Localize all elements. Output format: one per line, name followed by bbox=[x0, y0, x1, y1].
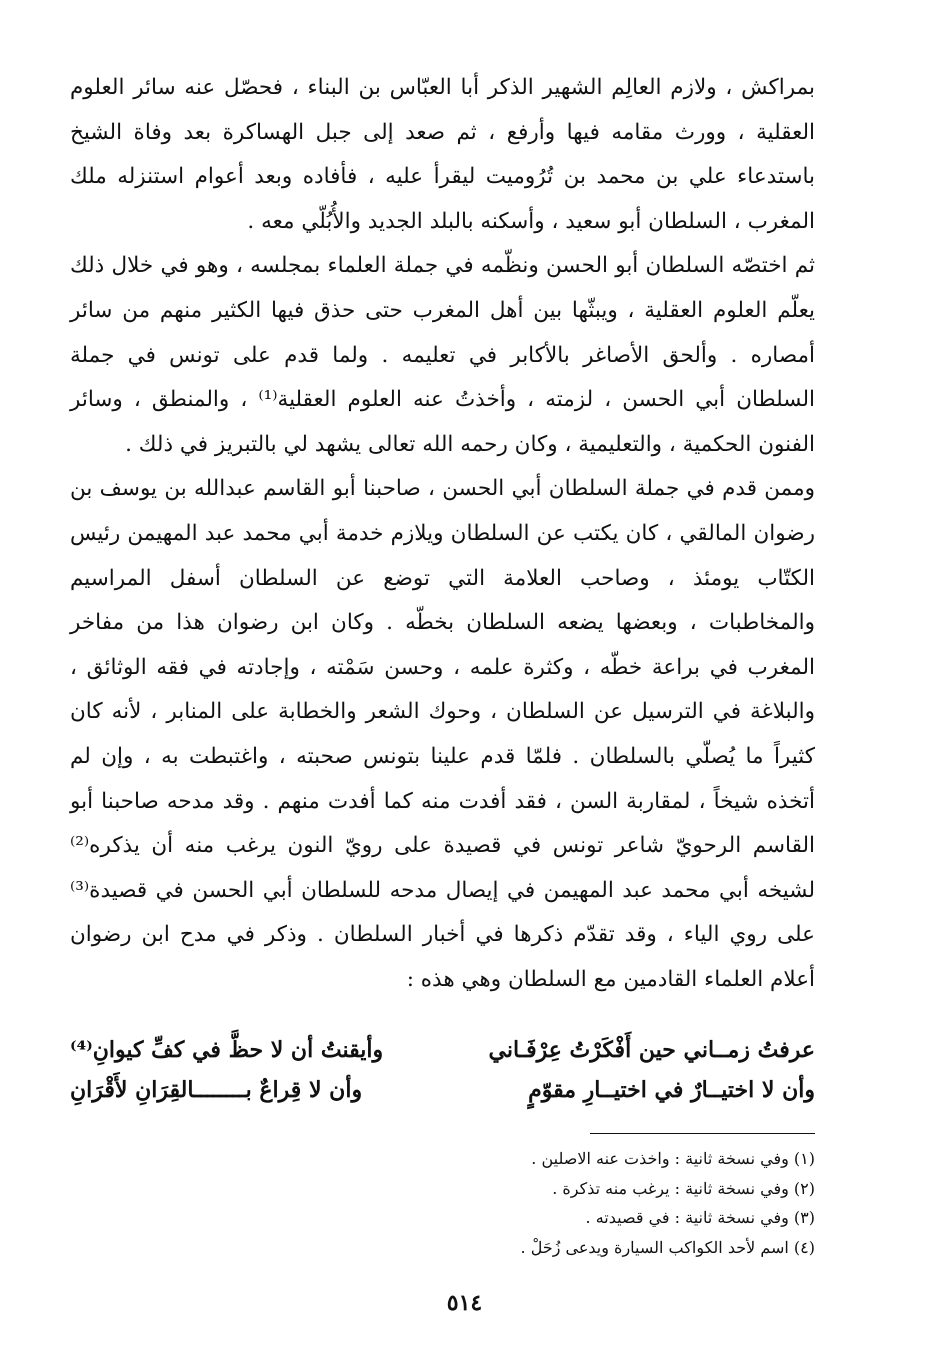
page-number: ٥١٤ bbox=[446, 1290, 483, 1316]
poem-verse-1 bbox=[70, 1030, 815, 1070]
verse-2-first-hemistich: وأن لا اختيــارٌ في اختيــارِ مقوّمٍ bbox=[528, 1077, 815, 1103]
paragraph-1: بمراكش ، ولازم العالِم الشهير الذكر أبا العبّاس بن البناء ، فحصّل عنه سائر العلوم العقلية ، وورث مقامه فيها وأرفع ، ثم صعد إلى جبل الهساكرة بعد وفاة الشيخ باستدعاء علي بن محمد بن تُرُوميت ليقرأ عليه ، فأفاده وبعد أعوام استنزله ملك المغرب ، السلطان أبو سعيد ، وأسكنه بالبلد الجديد والأُبُلّي معه . bbox=[70, 75, 815, 234]
footnote-2: (٢) وفي نسخة ثانية : يرغب منه تذكرة . bbox=[552, 1178, 815, 1198]
verse-1-first-hemistich: عرفتُ زمــاني حين أَفْكَرْتُ عِرْفَـاني bbox=[488, 1037, 815, 1063]
verse-1-second-hemistich: وأيقنتُ أن لا حظَّ في كفِّ كيوانِ⁽⁴⁾ bbox=[70, 1037, 384, 1063]
poem bbox=[70, 1030, 815, 1110]
footnote-separator bbox=[590, 1133, 815, 1134]
footnote-3: (٣) وفي نسخة ثانية : في قصيدته . bbox=[585, 1208, 815, 1227]
footnote-4: (٤) اسم لأحد الكواكب السيارة ويدعى زُحَلْ . bbox=[520, 1237, 815, 1257]
paragraph-3: وممن قدم في جملة السلطان أبي الحسن ، صاحبنا أبو القاسم عبدالله بن يوسف بن رضوان المالقي ، كان يكتب عن السلطان ويلازم خدمة أبي محمد عبد المهيمن رئيس الكتّاب يومئذ ، وصاحب العلامة التي توضع عن السلطان أسفل المراسيم والمخاطبات ، وبعضها يضعه السلطان بخطّه . وكان ابن رضوان هذا من مفاخر المغرب في براعة خطّه ، وكثرة علمه ، وحسن سَمْته ، وإجادته في فقه الوثائق ، والبلاغة في الترسيل عن السلطان ، وحوك الشعر والخطابة على المنابر ، لأنه كان كثيراً ما يُصلّي بالسلطان . فلمّا قدم علينا بتونس صحبته ، واغتبطت به ، وإن لم أتخذه شيخاً ، لمقاربة السن ، فقد أفدت منه كما أفدت منهم . وقد مدحه صاحبنا أبو القاسم الرحويّ شاعر تونس في قصيدة على رويّ النون يرغب منه أن يذكره⁽²⁾ لشيخه أبي محمد عبد المهيمن في إيصال مدحه للسلطان أبي الحسن في قصيدة⁽³⁾ على روي الياء ، وقد تقدّم ذكرها في أخبار السلطان . وذكر في مدح ابن رضوان أعلام العلماء القادمين مع السلطان وهي هذه : bbox=[70, 476, 815, 992]
footnotes bbox=[70, 1144, 815, 1262]
footnote-1: (١) وفي نسخة ثانية : واخذت عنه الاصلين . bbox=[531, 1149, 815, 1168]
main-text bbox=[70, 66, 815, 1002]
verse-2-second-hemistich: وأن لا قِراعٌ بــــــــالقِرَانِ لأَقْرَانِ bbox=[70, 1077, 363, 1103]
paragraph-2: ثم اختصّه السلطان أبو الحسن ونظّمه في جملة العلماء بمجلسه ، وهو في خلال ذلك يعلّم العلوم العقلية ، ويبثّها بين أهل المغرب حتى حذق فيها الكثير منهم من سائر أمصاره . وألحق الأصاغر بالأكابر في تعليمه . ولما قدم على تونس في جملة السلطان أبي الحسن ، لزمته ، وأخذتُ عنه العلوم العقلية⁽¹⁾ ، والمنطق ، وسائر الفنون الحكمية ، والتعليمية ، وكان رحمه الله تعالى يشهد لي بالتبريز في ذلك . bbox=[70, 253, 815, 457]
poem-verse-2 bbox=[70, 1070, 815, 1110]
